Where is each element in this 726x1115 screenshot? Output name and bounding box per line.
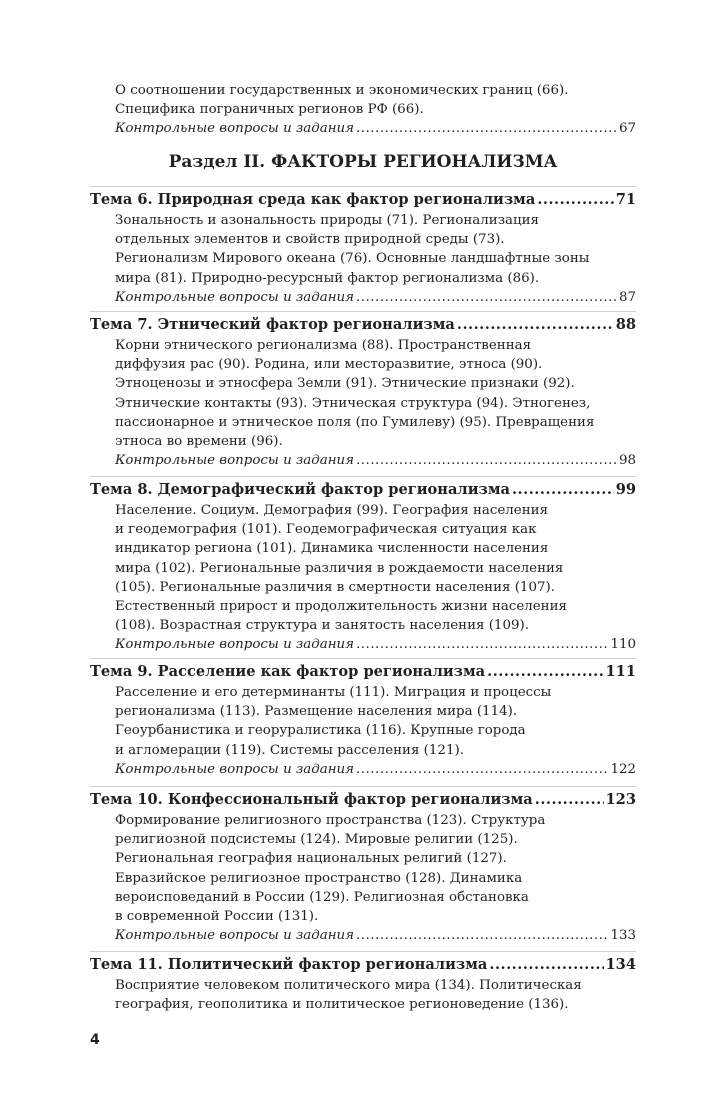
- toc-text-line: мира (102). Региональные различия в рождаемости населения: [115, 560, 564, 576]
- toc-text-line: и геодемография (101). Геодемографическая ситуация как: [115, 522, 537, 538]
- toc-text-line: Евразийское религиозное пространство (128). Динамика: [115, 870, 523, 886]
- topic-divider: [90, 311, 636, 312]
- control-label: Контрольные вопросы и задания: [115, 121, 355, 137]
- toc-control-entry[interactable]: [90, 119, 636, 138]
- topic-divider: [90, 186, 636, 187]
- topic-title: Тема 11. Политический фактор регионализма: [90, 956, 488, 973]
- page-ref: 134: [605, 956, 636, 973]
- page-ref: 99: [615, 481, 636, 498]
- leader-dots: [512, 479, 614, 501]
- toc-text-line: Специфика пограничных регионов РФ (66).: [115, 102, 424, 118]
- toc-text-line: Этнические контакты (93). Этническая структура (94). Этногенез,: [115, 395, 591, 411]
- topic-heading[interactable]: [90, 789, 636, 811]
- topic-divider: [90, 658, 636, 659]
- page-ref: 88: [615, 316, 636, 333]
- toc-control-entry[interactable]: [90, 635, 636, 654]
- toc-text-line: Расселение и его детерминанты (111). Миграция и процессы: [115, 685, 552, 700]
- toc-text-line: пассионарное и этническое поля (по Гумилеву) (95). Превращения: [115, 414, 595, 430]
- toc-text-line: Население. Социум. Демография (99). География населения: [115, 503, 549, 518]
- toc-text-line: Региональная география национальных религий (127).: [115, 851, 507, 867]
- leader-dots: [457, 314, 614, 336]
- leader-dots: [487, 661, 603, 683]
- control-label: Контрольные вопросы и задания: [115, 453, 355, 469]
- toc-control-entry[interactable]: [90, 288, 636, 307]
- topic-heading[interactable]: [90, 314, 636, 336]
- toc-text-line: мира (81). Природно-ресурсный фактор регионализма (86).: [115, 270, 540, 286]
- toc-text-line: Корни этнического регионализма (88). Пространственная: [115, 338, 532, 353]
- page-ref: 133: [610, 928, 636, 944]
- toc-text-line: Восприятие человеком политического мира (134). Политическая: [115, 978, 582, 993]
- section-title: Раздел II. ФАКТОРЫ РЕГИОНАЛИЗМА: [168, 152, 558, 172]
- leader-dots: [537, 189, 613, 211]
- control-label: Контрольные вопросы и задания: [115, 289, 355, 305]
- toc-text-line: вероисповеданий в России (129). Религиозная обстановка: [115, 889, 529, 905]
- toc-text-line: Формирование религиозного пространства (123). Структура: [115, 813, 546, 828]
- page-ref: 98: [618, 453, 636, 469]
- toc-control-entry[interactable]: [90, 451, 636, 470]
- toc-text-line: в современной России (131).: [115, 908, 319, 924]
- intro-block: [90, 81, 636, 139]
- toc-control-entry[interactable]: [90, 760, 636, 779]
- leader-dots: [356, 760, 608, 779]
- toc-text-line: Естественный прирост и продолжительность жизни населения: [115, 598, 567, 614]
- toc-text-line: религиозной подсистемы (124). Мировые религии (125).: [115, 832, 518, 848]
- leader-dots: [356, 635, 608, 654]
- toc-text-line: этноса во времени (96).: [115, 433, 283, 449]
- topic-title: Тема 7. Этнический фактор регионализма: [90, 316, 455, 333]
- page-ref: 123: [605, 791, 636, 808]
- topic-divider: [90, 951, 636, 952]
- toc-text-line: (105). Региональные различия в смертности населения (107).: [115, 579, 555, 595]
- topic-divider: [90, 476, 636, 477]
- toc-text-line: Зональность и азональность природы (71). Регионализация: [115, 213, 539, 228]
- page-ref: 111: [605, 663, 636, 680]
- topic-title: Тема 9. Расселение как фактор регионализма: [90, 663, 486, 680]
- control-label: Контрольные вопросы и задания: [115, 761, 355, 777]
- toc-text-line: отдельных элементов и свойств природной среды (73).: [115, 232, 505, 248]
- topic-title: Тема 10. Конфессиональный фактор регионализма: [90, 791, 533, 808]
- page-ref: 110: [610, 637, 636, 653]
- topic-heading[interactable]: [90, 954, 636, 976]
- topic-divider: [90, 786, 636, 787]
- leader-dots: [489, 954, 603, 976]
- toc-topic: [90, 314, 636, 470]
- toc-topic: [90, 789, 636, 945]
- toc-text-line: и агломерации (119). Системы расселения (121).: [115, 742, 464, 758]
- topic-title: Тема 6. Природная среда как фактор регионализма: [90, 191, 536, 208]
- topic-title: Тема 8. Демографический фактор регионализма: [90, 481, 510, 498]
- toc-text-line: география, геополитика и политическое регионоведение (136).: [115, 997, 569, 1013]
- leader-dots: [356, 119, 617, 138]
- leader-dots: [356, 451, 617, 470]
- control-label: Контрольные вопросы и задания: [115, 637, 355, 653]
- toc-text-line: регионализма (113). Размещение населения мира (114).: [115, 704, 518, 720]
- topic-heading[interactable]: [90, 189, 636, 211]
- toc-text-line: Регионализм Мирового океана (76). Основные ландшафтные зоны: [115, 251, 590, 267]
- leader-dots: [356, 288, 617, 307]
- leader-dots: [356, 926, 608, 945]
- leader-dots: [535, 789, 604, 811]
- page-ref: 71: [615, 191, 636, 208]
- toc-text-line: диффузия рас (90). Родина, или месторазвитие, этноса (90).: [115, 357, 543, 373]
- page-ref: 122: [610, 761, 636, 777]
- page-ref: 67: [618, 121, 636, 137]
- toc-topic: [90, 954, 636, 1014]
- toc-topic: [90, 479, 636, 655]
- toc-topic: [90, 189, 636, 307]
- toc-text-line: индикатор региона (101). Динамика численности населения: [115, 541, 549, 557]
- toc-text-line: (108). Возрастная структура и занятость населения (109).: [115, 618, 529, 634]
- toc-text-line: О соотношении государственных и экономических границ (66).: [115, 83, 569, 98]
- page-ref: 87: [618, 289, 636, 305]
- toc-control-entry[interactable]: [90, 926, 636, 945]
- toc-text-line: Геоурбанистика и георуралистика (116). Крупные города: [115, 723, 526, 739]
- toc-text-line: Этноценозы и этносфера Земли (91). Этнические признаки (92).: [115, 376, 575, 392]
- page-number: 4: [90, 1032, 100, 1048]
- topic-heading[interactable]: [90, 479, 636, 501]
- control-label: Контрольные вопросы и задания: [115, 928, 355, 944]
- topic-heading[interactable]: [90, 661, 636, 683]
- toc-topic: [90, 661, 636, 779]
